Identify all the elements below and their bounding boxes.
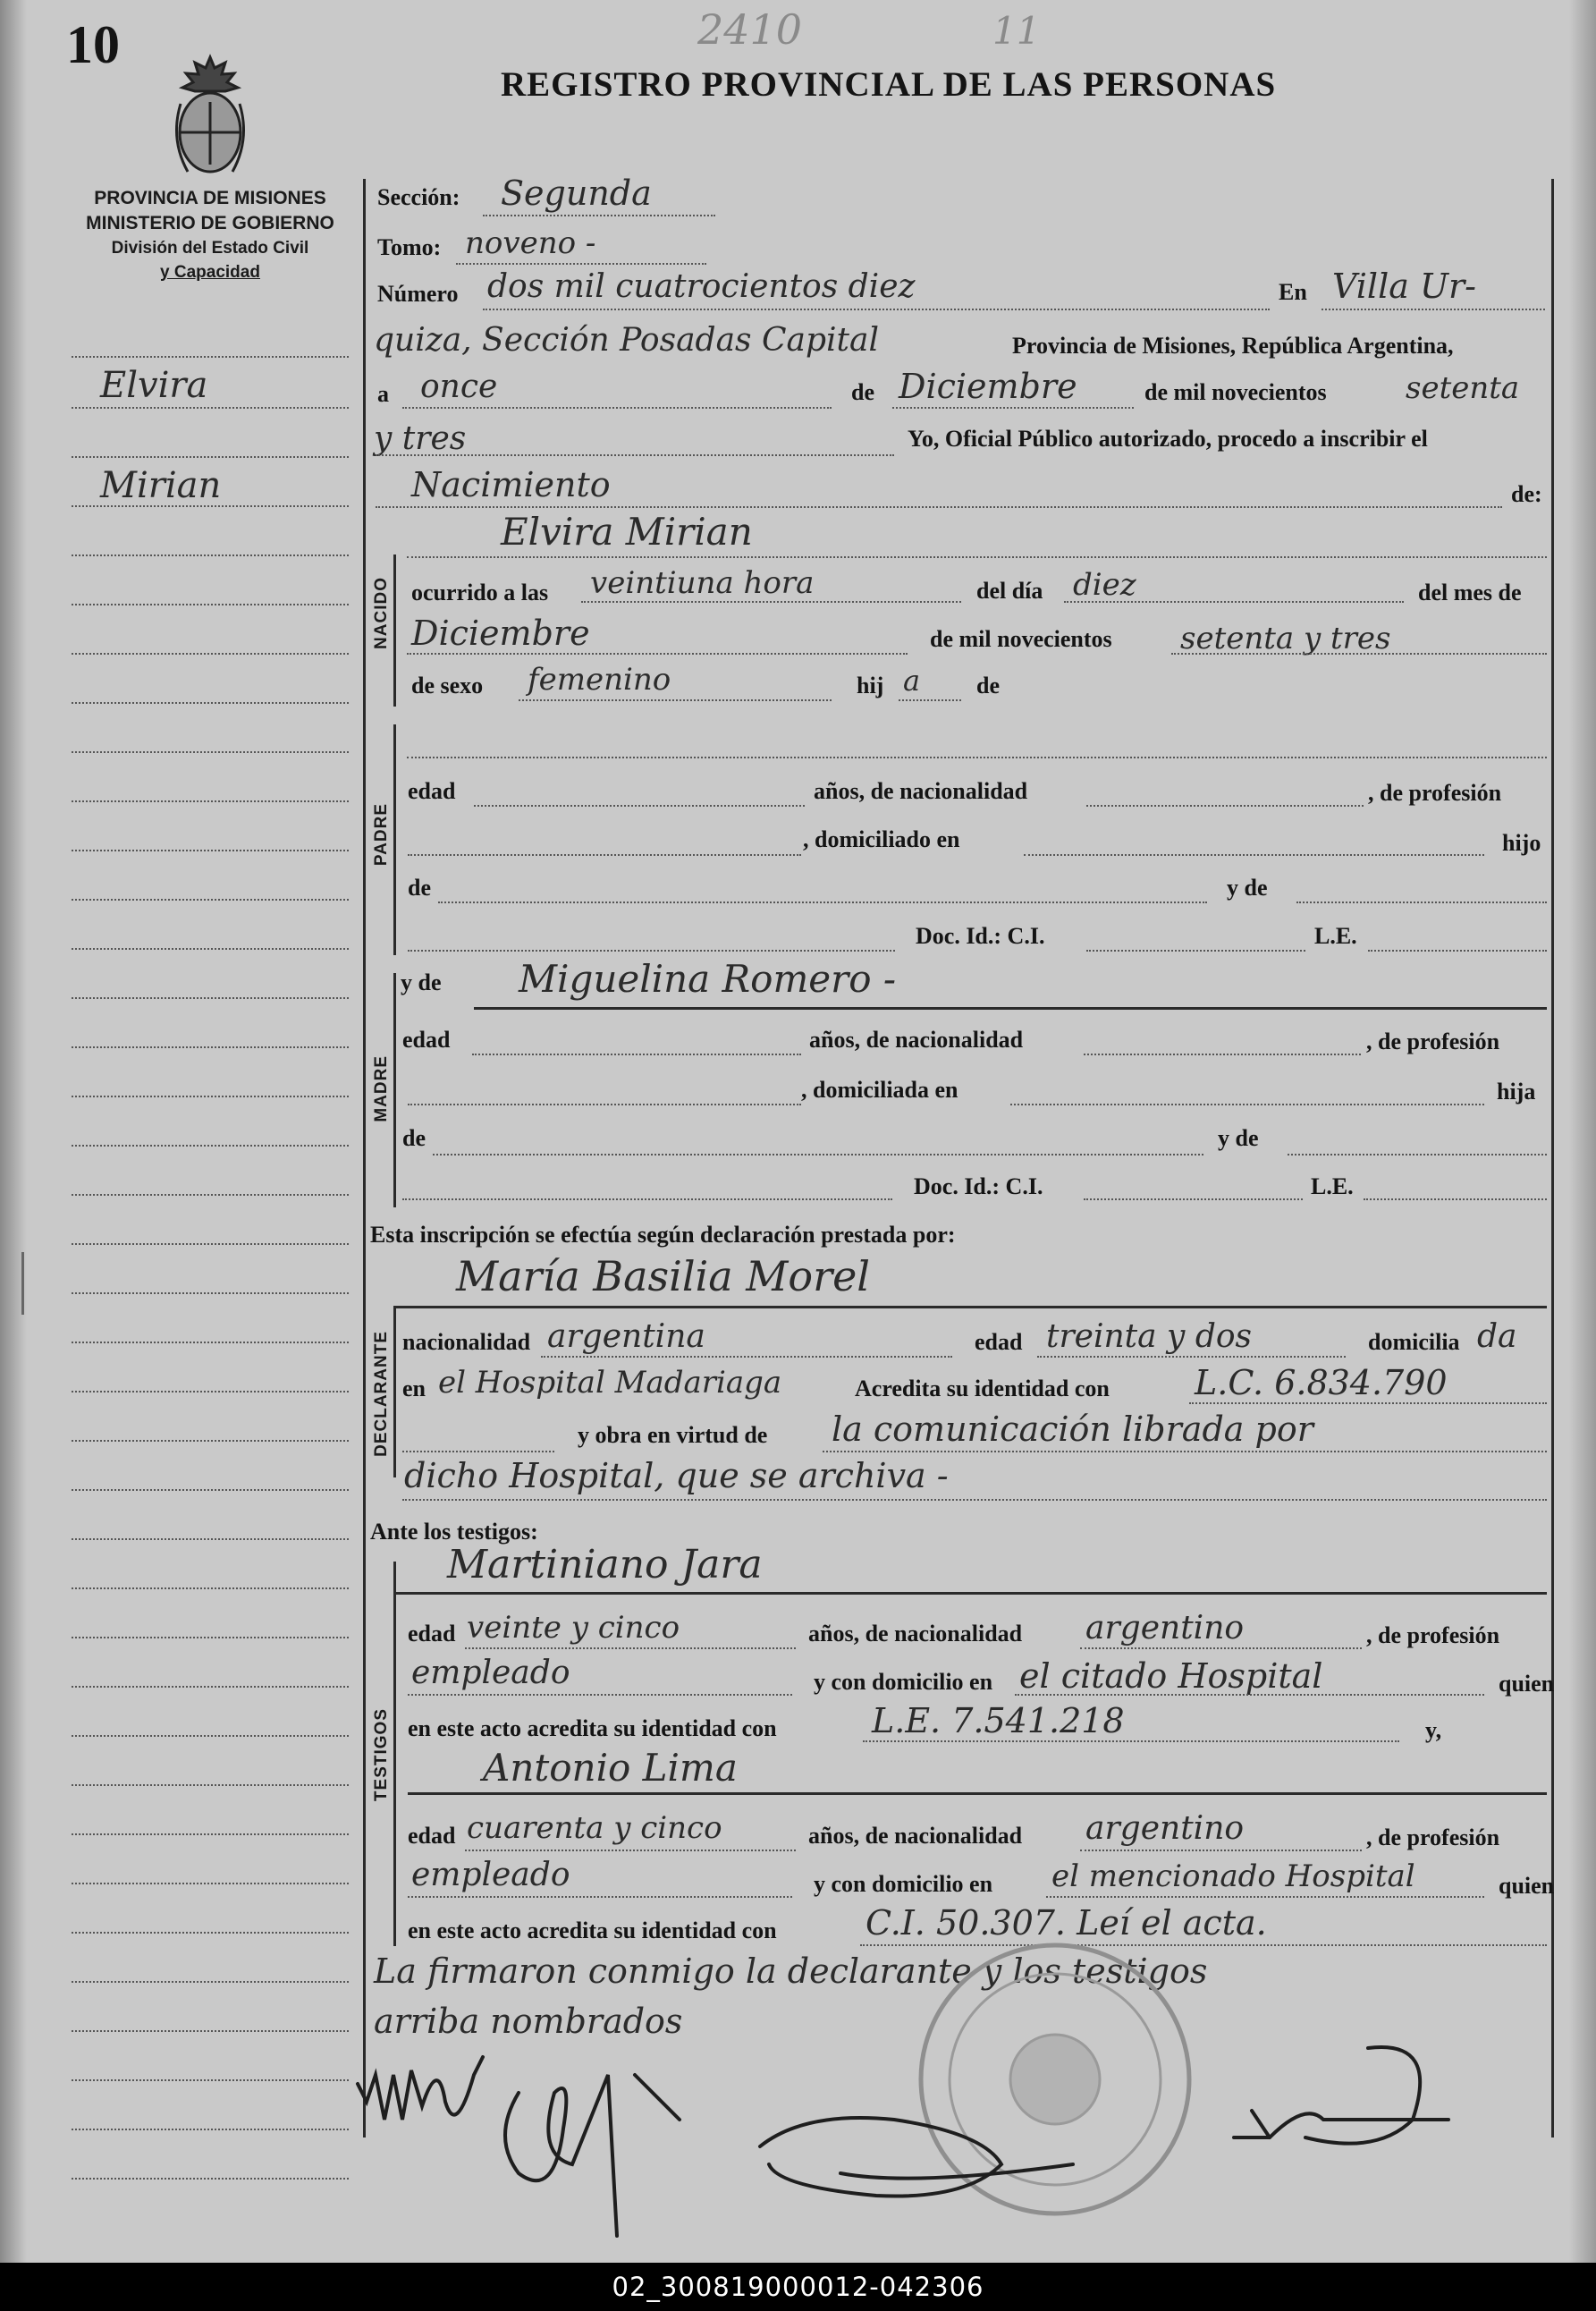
de-label-1: de [851, 379, 874, 405]
hora-value: veintiuna hora [590, 565, 815, 601]
image-id-footer: 02_300819000012-042306 [0, 2263, 1596, 2311]
tab-declarante: DECLARANTE [372, 1331, 391, 1457]
padre-de-label: de [408, 875, 431, 901]
padre-domicilio-label: , domiciliado en [803, 826, 960, 852]
testigo1-nombre-value: Martiniano Jara [447, 1542, 763, 1587]
t1-doc-value: L.E. 7.541.218 [872, 1701, 1125, 1740]
madre-le-label: L.E. [1311, 1173, 1354, 1199]
t2-profesion-label: , de profesión [1366, 1824, 1500, 1850]
de-hij-label: de [976, 673, 1000, 698]
decl-en-label: en [402, 1376, 426, 1401]
t2-nacionalidad-value: argentino [1085, 1810, 1245, 1847]
t2-edad-value: cuarenta y cinco [467, 1810, 722, 1846]
signatures-icon [340, 2021, 1502, 2245]
tomo-label: Tomo: [377, 234, 442, 260]
lugar-2-value: quiza, Sección Posadas Capital [374, 322, 879, 359]
tab-padre: PADRE [372, 803, 391, 867]
right-border [1551, 179, 1554, 2137]
agency-line-3: División del Estado Civil [111, 239, 309, 258]
padre-edad-label: edad [408, 778, 456, 804]
madre-de-label: de [402, 1125, 426, 1151]
hij-suffix-value: a [903, 664, 921, 698]
madre-hija-label: hija [1497, 1079, 1536, 1105]
margin-name-2: Mirian [100, 465, 222, 506]
agency-line-4: y Capacidad [160, 263, 260, 282]
mes-nac-value: Diciembre [411, 614, 590, 653]
decl-nacionalidad-value: argentina [547, 1318, 705, 1355]
madre-y-de-2-label: y de [1218, 1125, 1259, 1151]
ocurrido-label: ocurrido a las [411, 580, 549, 605]
mil-novecientos-label-1: de mil novecientos [1144, 379, 1327, 405]
inscripcion-label: Esta inscripción se efectúa según declaración prestada por: [370, 1222, 956, 1248]
t1-domicilio-value: el citado Hospital [1019, 1656, 1323, 1696]
ante-testigos-label: Ante los testigos: [370, 1519, 538, 1545]
provincia-label: Provincia de Misiones, República Argentina, [1012, 333, 1454, 359]
numero-label: Número [377, 281, 459, 307]
cierre-2-value: arriba nombrados [374, 2002, 683, 2041]
t1-edad-value: veinte y cinco [467, 1610, 680, 1646]
en-label: En [1279, 279, 1307, 305]
madre-doc-label: Doc. Id.: C.I. [914, 1173, 1043, 1199]
padre-y-de-label: y de [1227, 875, 1268, 901]
decl-virtud-2-value: dicho Hospital, que se archiva - [404, 1456, 949, 1495]
binder-edge [0, 0, 27, 2263]
decl-edad-value: treinta y dos [1046, 1318, 1253, 1355]
decl-en-value: el Hospital Madariaga [438, 1365, 782, 1401]
t2-quien-label: quien [1499, 1873, 1555, 1899]
t2-acredita-label: en este acto acredita su identidad con [408, 1917, 777, 1943]
padre-hijo-label: hijo [1502, 830, 1541, 856]
seccion-value: Segunda [501, 174, 652, 213]
page-edge [1569, 0, 1596, 2263]
numero-value: dos mil cuatrocientos diez [487, 268, 916, 305]
padre-doc-label: Doc. Id.: C.I. [916, 923, 1045, 949]
padre-profesion-label: , de profesión [1368, 780, 1502, 806]
page-title: REGISTRO PROVINCIAL DE LAS PERSONAS [501, 65, 1277, 104]
madre-edad-label: edad [402, 1027, 451, 1053]
del-dia-label: del día [976, 578, 1043, 604]
t2-domicilio-value: el mencionado Hospital [1051, 1858, 1415, 1894]
a-label: a [377, 381, 389, 407]
decl-edad-label: edad [975, 1329, 1023, 1355]
t1-y-label: y, [1425, 1717, 1442, 1743]
column-divider [363, 179, 366, 2137]
t1-nacionalidad-value: argentino [1085, 1610, 1245, 1646]
agency-line-1: PROVINCIA DE MISIONES [94, 188, 326, 208]
declarante-value: María Basilia Morel [456, 1252, 871, 1300]
decl-nacionalidad-label: nacionalidad [402, 1329, 531, 1355]
pencil-note: 2410 [697, 5, 803, 54]
decl-virtud-1-value: la comunicación librada por [832, 1409, 1313, 1449]
t2-nacionalidad-label: años, de nacionalidad [808, 1823, 1023, 1849]
acto-value: Nacimiento [411, 465, 611, 504]
mil-novecientos-label-2: de mil novecientos [930, 626, 1112, 652]
lugar-1-value: Villa Ur- [1332, 267, 1476, 306]
margin-scratch [21, 1252, 33, 1315]
margin-name-1: Elvira [100, 365, 208, 406]
decl-domicilia-label: domicilia [1368, 1329, 1460, 1355]
t1-profesion-label: , de profesión [1366, 1622, 1500, 1648]
sexo-value: femenino [528, 662, 671, 698]
decl-doc-value: L.C. 6.834.790 [1195, 1363, 1448, 1402]
seccion-label: Sección: [377, 184, 460, 210]
tomo-value: noveno - [465, 225, 596, 261]
t2-profesion-value: empleado [411, 1857, 570, 1893]
tab-madre: MADRE [372, 1055, 391, 1122]
padre-nacionalidad-label: años, de nacionalidad [814, 778, 1028, 804]
t1-quien-label: quien [1499, 1671, 1555, 1697]
padre-le-label: L.E. [1314, 923, 1357, 949]
madre-profesion-label: , de profesión [1366, 1029, 1500, 1054]
coat-of-arms-icon [161, 50, 259, 184]
decl-domicilia-value: da [1477, 1318, 1517, 1355]
t1-domicilio-label: y con domicilio en [814, 1669, 993, 1695]
sexo-label: de sexo [411, 673, 484, 698]
t1-nacionalidad-label: años, de nacionalidad [808, 1621, 1023, 1646]
de-colon-label: de: [1511, 481, 1542, 507]
anio-1-value: setenta [1406, 370, 1520, 406]
madre-nacionalidad-label: años, de nacionalidad [809, 1027, 1024, 1053]
yo-oficial-label: Yo, Oficial Público autorizado, procedo a inscribir el [908, 426, 1428, 452]
agency-line-2: MINISTERIO DE GOBIERNO [86, 213, 334, 233]
t2-edad-label: edad [408, 1823, 456, 1849]
madre-value: Miguelina Romero - [519, 957, 897, 1001]
dia-nac-value: diez [1073, 567, 1136, 603]
del-mes-de-label: del mes de [1418, 580, 1522, 605]
mes-value: Diciembre [899, 367, 1077, 406]
nombre-value: Elvira Mirian [501, 510, 753, 554]
cierre-1-value: La firmaron conmigo la declarante y los testigos [374, 1951, 1208, 1991]
testigo2-nombre-value: Antonio Lima [483, 1746, 738, 1790]
tab-testigos: TESTIGOS [372, 1708, 391, 1802]
page-number: 10 [66, 15, 120, 74]
t2-doc-value: C.I. 50.307. Leí el acta. [866, 1903, 1267, 1943]
tab-nacido: NACIDO [372, 577, 391, 649]
t2-domicilio-label: y con domicilio en [814, 1871, 993, 1897]
madre-y-de-label: y de [401, 969, 442, 995]
anio-nac-value: setenta y tres [1180, 621, 1391, 656]
decl-virtud-label: y obra en virtud de [578, 1422, 768, 1448]
decl-acredita-label: Acredita su identidad con [855, 1376, 1110, 1401]
pencil-note-2: 11 [992, 9, 1041, 53]
anio-2-value: y tres [374, 420, 467, 457]
t1-profesion-value: empleado [411, 1655, 570, 1691]
t1-acredita-label: en este acto acredita su identidad con [408, 1715, 777, 1741]
dia-value: once [420, 368, 498, 405]
t1-edad-label: edad [408, 1621, 456, 1646]
hij-label: hij [857, 673, 884, 698]
madre-domicilio-label: , domiciliada en [801, 1077, 958, 1103]
